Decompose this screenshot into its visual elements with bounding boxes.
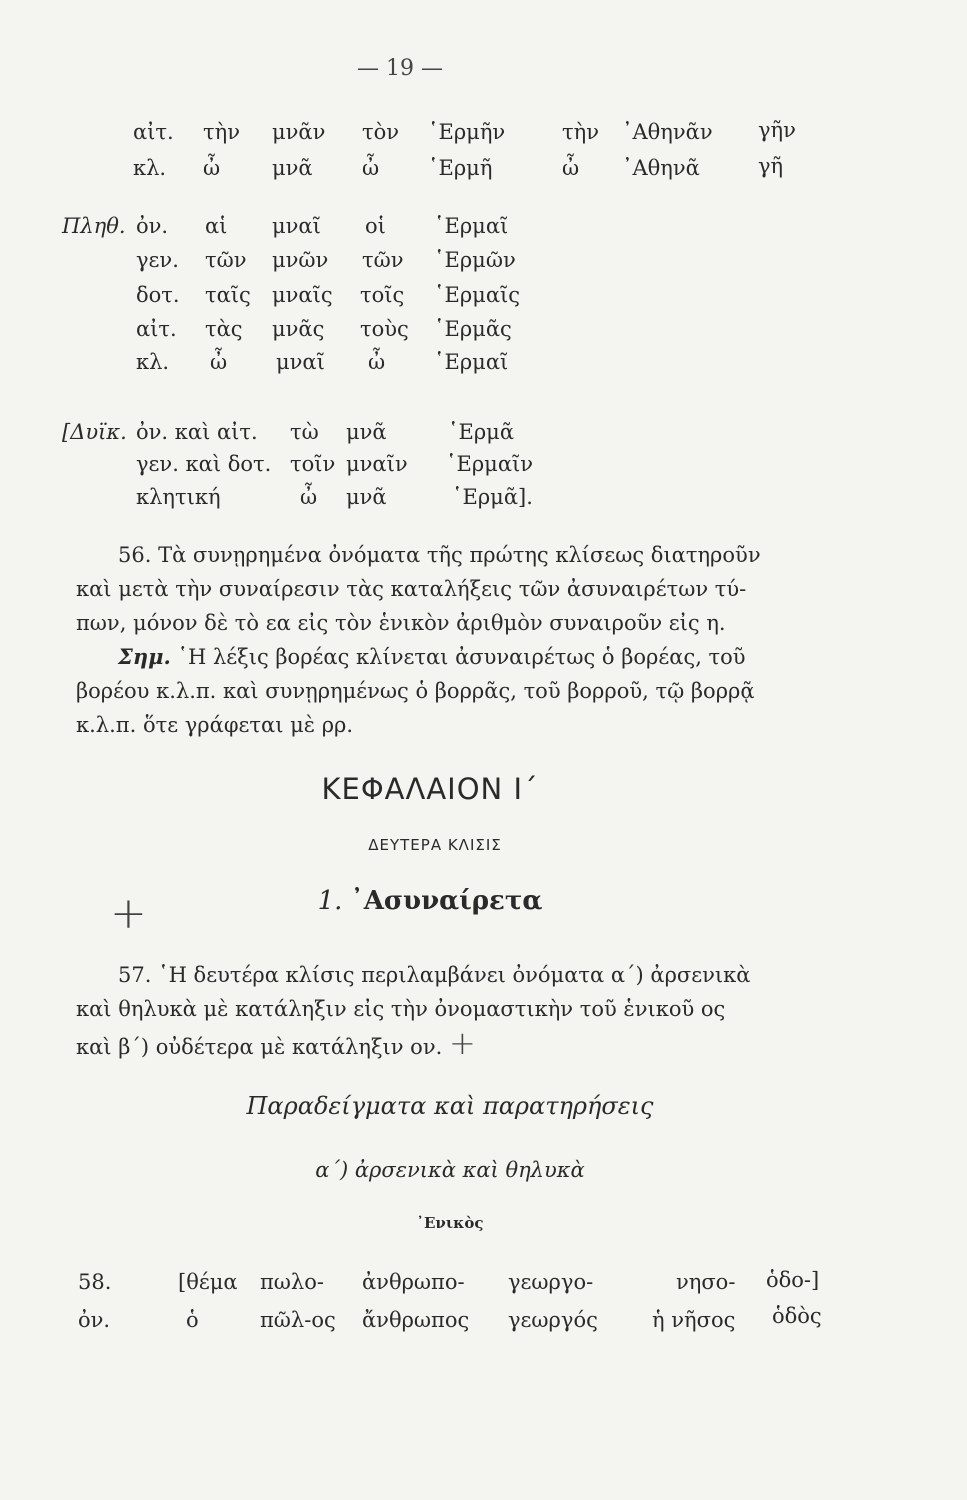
section-number: 1. — [317, 886, 343, 916]
table-cell: μναῖ — [272, 214, 321, 238]
table-cell: ῾Ερμᾶ]. — [452, 485, 533, 509]
table-cell: γῆν — [758, 118, 796, 142]
table-cell: νησο- — [676, 1270, 736, 1294]
table-cell: μνᾶ — [272, 156, 313, 180]
paragraph-line: πων, μόνον δὲ τὸ εα εἰς τὸν ἑνικὸν ἀριθμὸν συναιροῦν εἰς η. — [76, 611, 726, 635]
case-label: δοτ. — [136, 283, 180, 307]
number-label: Πληθ. — [62, 214, 126, 238]
paragraph-56 — [76, 538, 836, 742]
table-cell: τὼ — [290, 420, 319, 444]
case-label: αἰτ. — [136, 317, 177, 341]
table-cell: τοῖν — [290, 452, 336, 476]
case-label: αἰτ. — [133, 120, 174, 144]
examples-subheading: α΄) ἀρσενικὰ καὶ θηλυκὰ — [315, 1158, 585, 1182]
table-cell: τῶν — [205, 248, 247, 272]
table-cell: ὦ — [210, 350, 228, 374]
table-cell: μνᾶν — [272, 120, 326, 144]
table-cell: μνῶν — [272, 248, 329, 272]
case-label: γεν. — [136, 248, 179, 272]
table-cell: ὦ — [300, 485, 318, 509]
table-cell: ῾Ερμῆν — [428, 120, 506, 144]
table-cell: ἡ νῆσος — [652, 1308, 736, 1332]
paragraph-line: 57. ῾Η δευτέρα κλίσις περιλαμβάνει ὀνόματα α΄) ἀρσενικὰ — [118, 963, 751, 987]
page-number: — 19 — — [357, 56, 443, 81]
case-label: ὀν. — [136, 214, 169, 238]
table-cell: ὦ — [562, 156, 580, 180]
handwritten-cross-mark: + — [448, 1024, 476, 1062]
table-cell: ῾Ερμᾶ — [448, 420, 515, 444]
table-cell: ὦ — [362, 156, 380, 180]
table-cell: τὰς — [205, 317, 243, 341]
table-cell: μνᾶς — [272, 317, 325, 341]
table-cell: ὦ — [368, 350, 386, 374]
table-cell: τοῖς — [360, 283, 405, 307]
table-cell: ῾Ερμαῖς — [434, 283, 520, 307]
table-cell: ᾿Αθηνᾶ — [622, 156, 700, 180]
table-cell: τὸν — [362, 120, 400, 144]
paragraph-line — [76, 1026, 836, 1064]
case-label: κλ. — [136, 350, 170, 374]
handwritten-cross-mark: + — [110, 888, 147, 939]
table-cell: ῾Ερμαῖν — [446, 452, 534, 476]
table-cell: τὴν — [562, 120, 599, 144]
table-cell: ταῖς — [205, 283, 251, 307]
paragraph-line: καὶ μετὰ τὴν συναίρεσιν τὰς καταλήξεις τῶν ἀσυναιρέτων τύ- — [76, 577, 747, 601]
table-cell: μνᾶ — [346, 420, 387, 444]
table-cell: μναῖ — [276, 350, 325, 374]
number-heading: ᾿Ενικὸς — [416, 1214, 484, 1232]
chapter-subtitle: ΔΕΥΤΕΡΑ ΚΛΙΣΙΣ — [368, 836, 502, 854]
table-cell: γεωργός — [508, 1308, 598, 1332]
note-line — [76, 640, 836, 674]
table-cell: μνᾶ — [346, 485, 387, 509]
note-line: κ.λ.π. ὅτε γράφεται μὲ ρρ. — [76, 713, 354, 737]
section-title: ᾿Ασυναίρετα — [350, 886, 543, 916]
examples-heading: Παραδείγματα καὶ παρατηρήσεις — [246, 1092, 654, 1120]
paragraph-line: 56. Τὰ συνῃρημένα ὀνόματα τῆς πρώτης κλίσεως διατηροῦν — [118, 543, 761, 567]
table-cell: ᾿Αθηνᾶν — [622, 120, 713, 144]
paragraph-line: καὶ θηλυκὰ μὲ κατάληξιν εἰς τὴν ὀνομαστικὴν τοῦ ἑνικοῦ ος — [76, 997, 726, 1021]
table-cell: τῶν — [362, 248, 404, 272]
table-cell: ὁδὸς — [772, 1304, 822, 1328]
table-cell: γεωργο- — [508, 1270, 594, 1294]
chapter-title: ΚΕΦΑΛΑΙΟΝ Ι΄ — [321, 772, 539, 806]
paragraph-number: 58. — [78, 1270, 112, 1294]
table-cell: πωλο- — [260, 1270, 324, 1294]
note-line: βορέου κ.λ.π. καὶ συνῃρημένως ὁ βορρᾶς, τοῦ βορροῦ, τῷ βορρᾷ — [76, 679, 755, 703]
table-cell: μναῖν — [346, 452, 408, 476]
table-cell: ῾Ερμαῖ — [434, 350, 509, 374]
table-cell: οἱ — [365, 214, 386, 238]
table-cell: ὁδο-] — [766, 1268, 820, 1292]
table-cell: ὦ — [203, 156, 221, 180]
case-label: γεν. καὶ δοτ. — [136, 452, 272, 476]
case-label: ὀν. — [78, 1308, 111, 1332]
table-cell: ἀνθρωπο- — [362, 1270, 465, 1294]
note-text: ῾Η λέξις βορέας κλίνεται ἀσυναιρέτως ὁ βορέας, τοῦ — [177, 645, 746, 669]
table-cell: ὁ — [186, 1308, 199, 1332]
table-cell: τοὺς — [360, 317, 409, 341]
case-label: κλ. — [133, 156, 167, 180]
table-cell: ῾Ερμῆ — [428, 156, 493, 180]
table-cell: [θέμα — [178, 1270, 238, 1294]
table-cell: ῾Ερμᾶς — [434, 317, 512, 341]
table-cell: αἱ — [205, 214, 228, 238]
case-label: κλητική — [136, 485, 221, 509]
table-cell: πῶλ-ος — [260, 1308, 336, 1332]
paragraph-line-text: καὶ β΄) οὐδέτερα μὲ κατάληξιν ον. — [76, 1035, 443, 1059]
table-cell: γῆ — [758, 154, 784, 178]
note-label: Σημ. — [118, 644, 171, 669]
table-cell: ῾Ερμαῖ — [434, 214, 509, 238]
table-cell: ἄνθρωπος — [362, 1308, 470, 1332]
number-label: [Δυϊκ. — [62, 420, 127, 444]
table-cell: μναῖς — [272, 283, 333, 307]
table-cell: τὴν — [203, 120, 240, 144]
paragraph-57 — [76, 958, 836, 1064]
case-label: ὀν. καὶ αἰτ. — [136, 420, 258, 444]
table-cell: ῾Ερμῶν — [434, 248, 516, 272]
